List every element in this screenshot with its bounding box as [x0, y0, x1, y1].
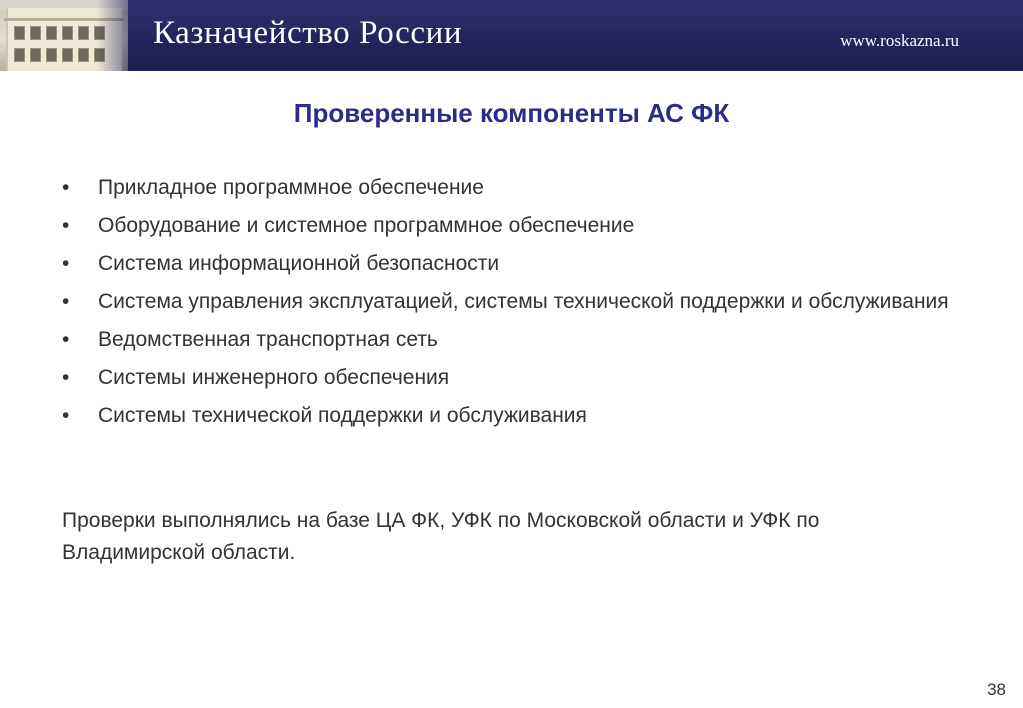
- list-item-text: Система информационной безопасности: [98, 252, 500, 275]
- header-banner: [0, 0, 1023, 71]
- bullet-icon: •: [62, 366, 70, 389]
- header-title: Казначейство России: [153, 15, 463, 51]
- bullet-icon: •: [62, 214, 70, 237]
- list-item-text: Системы инженерного обеспечения: [98, 366, 450, 389]
- list-item: [62, 248, 982, 280]
- list-item-text: Система управления эксплуатацией, системы технической поддержки и обслуживания: [98, 290, 949, 313]
- list-item: [62, 362, 982, 394]
- list-item-text: Прикладное программное обеспечение: [98, 176, 484, 199]
- bullet-icon: •: [62, 290, 70, 313]
- list-item-text: Ведомственная транспортная сеть: [98, 328, 438, 351]
- slide-title: Проверенные компоненты АС ФК: [293, 98, 730, 128]
- building-photo: [0, 0, 128, 71]
- page-number: 38: [987, 680, 1006, 699]
- verification-note: Проверки выполнялись на базе ЦА ФК, УФК по Московской области и УФК по Владимирской области.: [62, 509, 820, 564]
- list-item-text: Системы технической поддержки и обслуживания: [98, 404, 587, 427]
- bullet-icon: •: [62, 252, 70, 275]
- list-item: [62, 324, 982, 356]
- list-item: [62, 210, 982, 242]
- bullet-icon: •: [62, 404, 70, 427]
- bullet-icon: •: [62, 176, 70, 199]
- bullet-icon: •: [62, 328, 70, 351]
- list-item: [62, 400, 982, 432]
- header-website-url: www.roskazna.ru: [840, 31, 959, 50]
- components-list: [62, 172, 982, 438]
- list-item-text: Оборудование и системное программное обеспечение: [98, 214, 635, 237]
- list-item: [62, 286, 982, 318]
- list-item: [62, 172, 982, 204]
